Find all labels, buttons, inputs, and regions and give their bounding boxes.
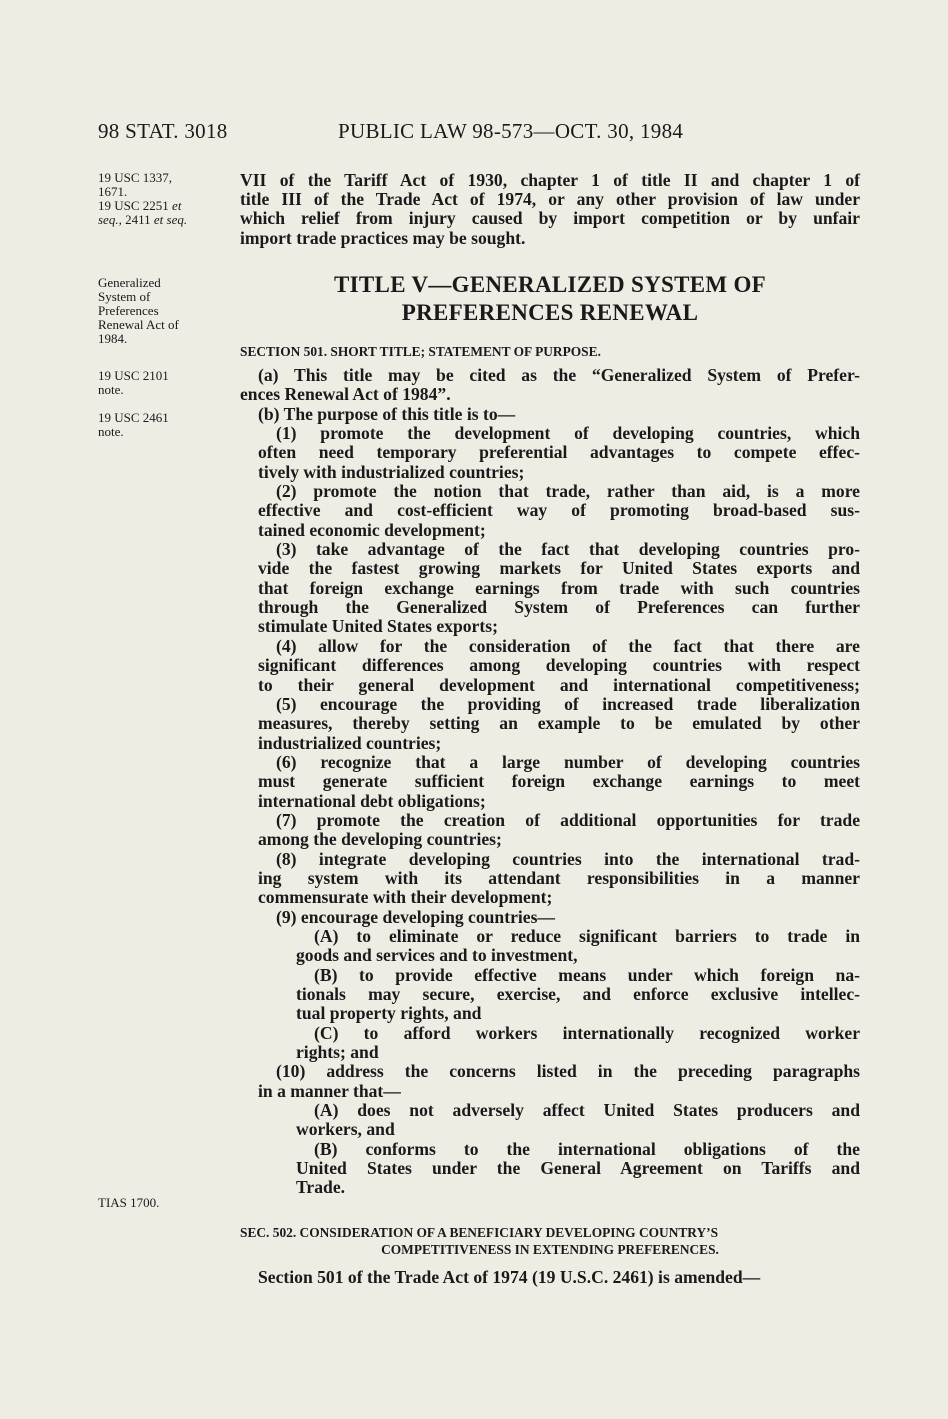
text-line: workers, and [296,1119,395,1140]
public-law-citation: PUBLIC LAW 98-573—OCT. 30, 1984 [338,119,684,143]
text-line: (B) to provide effective means under which foreign na- [314,964,860,985]
text-line: tained economic development; [258,519,486,540]
text-line: title III of the Trade Act of 1974, or any other provision of law under [240,189,860,210]
text-line: (8) integrate developing countries into the international trad- [276,848,860,869]
text-line: (b) The purpose of this title is to— [258,403,516,424]
text-line: rights; and [296,1042,379,1063]
text-line: must generate sufficient foreign exchange earnings to meet [258,771,860,792]
margin-note-line: TIAS 1700. [98,1195,160,1210]
margin-note-italic: et seq. [153,212,188,227]
text-line: which relief from injury caused by import competition or by unfair [240,208,860,229]
margin-note-line: 1984. [98,331,128,346]
heading-line: SEC. 502. CONSIDERATION OF A BENEFICIARY DEVELOPING COUNTRY’S [240,1225,719,1240]
margin-note-usc-2461 [98,411,233,439]
text-line: stimulate United States exports; [258,616,498,637]
text-line: among the developing countries; [258,829,502,850]
text-line: measures, thereby setting an example to be emulated by other [258,713,860,734]
text-line: in a manner that— [258,1080,401,1101]
margin-note-line: 19 USC 2251 [98,198,169,213]
margin-note-gsp-renewal-act [98,276,233,346]
text-line: VII of the Tariff Act of 1930, chapter 1 of title II and chapter 1 of [240,170,860,190]
page-header [98,119,858,149]
text-line: (4) allow for the consideration of the fact that there are [276,635,860,656]
text-line: (6) recognize that a large number of developing countries [276,751,860,772]
margin-note-usc-2101 [98,369,233,397]
section-501-body [240,366,860,1198]
margin-note-line: 19 USC 1337, [98,170,173,185]
text-line: vide the fastest growing markets for United States exports and [258,558,860,579]
text-line: significant differences among developing countries with respect [258,655,860,676]
section-502-body [240,1268,860,1287]
section-502-heading [240,1224,860,1258]
margin-note-line: note. [98,424,124,439]
margin-note-line: Renewal Act of [98,317,179,332]
text-line: (10) address the concerns listed in the preceding paragraphs [276,1061,860,1082]
margin-note-line: 19 USC 2461 [98,410,169,425]
text-line: (A) does not adversely affect United States producers and [314,1100,860,1121]
text-line: (C) to afford workers internationally recognized worker [314,1022,860,1043]
text-line: (3) take advantage of the fact that developing countries pro- [276,539,860,560]
text-line: through the Generalized System of Preferences can further [258,597,860,618]
text-line: tual property rights, and [296,1003,482,1024]
section-501-heading: SECTION 501. SHORT TITLE; STATEMENT OF PURPOSE. [240,344,601,359]
title-line: PREFERENCES RENEWAL [401,300,699,325]
margin-note-line: Preferences [98,303,159,318]
text-line: often need temporary preferential advantages to compete effec- [258,442,860,463]
text-line: international debt obligations; [258,790,486,811]
text-line: (a) This title may be cited as the “Generalized System of Prefer- [258,365,860,385]
margin-note-usc-1337: 19 USC 1337, 1671. 19 USC 2251 et seq., 2411 et seq. [98,171,233,227]
text-line: tionals may secure, exercise, and enforce exclusive intellec- [296,984,860,1004]
heading-line: COMPETITIVENESS IN EXTENDING PREFERENCES. [381,1242,719,1257]
margin-note-line: Generalized [98,275,161,290]
title-line: TITLE V—GENERALIZED SYSTEM OF [334,272,766,297]
text-line: United States under the General Agreement on Tariffs and [296,1158,860,1179]
text-line: (7) promote the creation of additional opportunities for trade [276,809,860,830]
text-line: (1) promote the development of developing countries, which [276,423,860,444]
text-line: to their general development and international competitiveness; [258,674,860,695]
text-line: Trade. [296,1177,346,1198]
text-line: ences Renewal Act of 1984”. [240,384,451,405]
text-line: ing system with its attendant responsibilities in a manner [258,867,860,888]
intro-paragraph [240,171,860,248]
margin-note-italic: et [172,198,182,213]
text-line: (9) encourage developing countries— [276,906,556,927]
text-line: commensurate with their development; [258,887,553,908]
text-line: Section 501 of the Trade Act of 1974 (19 U.S.C. 2461) is amended— [258,1267,761,1287]
margin-note-tias [98,1196,233,1210]
text-line: import trade practices may be sought. [240,227,526,248]
text-line: (5) encourage the providing of increased trade liberalization [276,693,860,714]
text-line: goods and services and to investment, [296,945,578,966]
text-line: (2) promote the notion that trade, rather than aid, is a more [276,481,860,502]
statute-page-number: 98 STAT. 3018 [98,119,228,143]
text-line: (B) conforms to the international obligations of the [314,1138,860,1159]
title-heading [240,271,860,327]
margin-note-line: note. [98,382,124,397]
text-line: that foreign exchange earnings from trade with such countries [258,577,860,598]
margin-note-line: 1671. [98,184,128,199]
text-line: tively with industrialized countries; [258,461,525,482]
text-line: effective and cost-efficient way of promoting broad-based sus- [258,500,860,521]
margin-note-line: System of [98,289,151,304]
text-line: (A) to eliminate or reduce significant barriers to trade in [314,925,860,946]
margin-note-line: 19 USC 2101 [98,368,169,383]
text-line: industrialized countries; [258,732,442,753]
